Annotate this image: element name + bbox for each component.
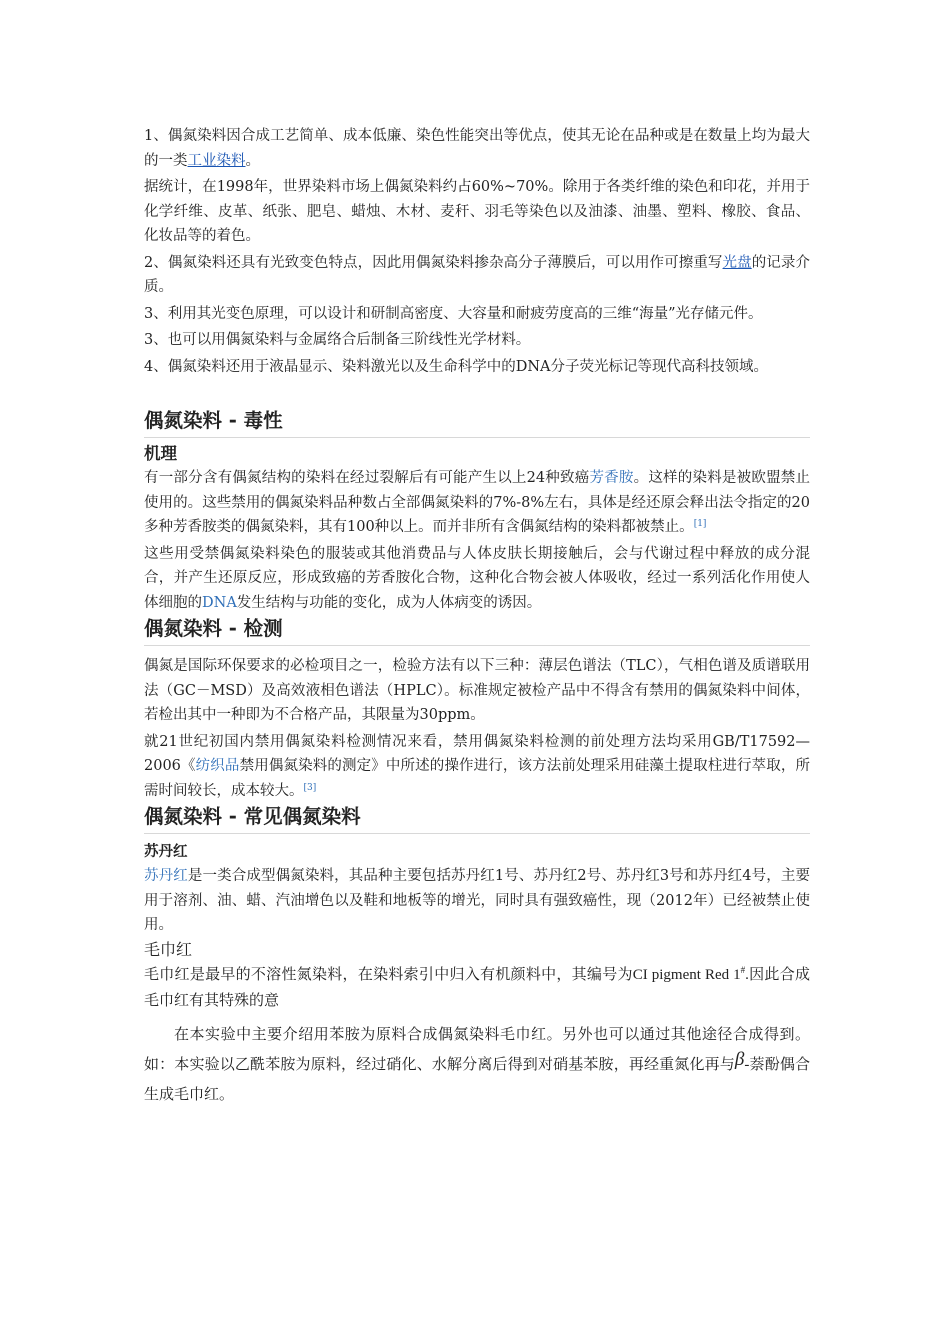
subheading-towel-red: 毛巾红 — [144, 939, 193, 959]
superscript-hash: # — [740, 964, 746, 975]
paragraph-applications-3b: 3、也可以用偶氮染料与金属络合后制备三阶线性光学材料。 — [144, 332, 531, 348]
paragraph-applications-3: 3、利用其光变色原理，可以设计和研制高密度、大容量和耐疲劳度高的三维“海量”光存储元件。 — [144, 305, 763, 322]
text: 。这样的染料是被欧盟禁止使用的。这些禁用的偶氮染料品种数占全部偶氮染料的7%-8%左右，具体是经还原会释出法令指定的20多种芳香胺类的偶氮染料，其有100种以上。而并非所有含偶氮结构的染料都被禁止。 — [144, 470, 811, 535]
paragraph-toxicity-1 — [144, 466, 810, 540]
heading-common-dyes: 偶氮染料 - 常见偶氮染料 — [144, 803, 810, 834]
document-page — [144, 124, 810, 1110]
text: 发生结构与功能的变化，成为人体病变的诱因。 — [236, 594, 542, 611]
paragraph-applications-1 — [144, 124, 810, 173]
paragraph-detection-2 — [144, 730, 810, 804]
text: 。 — [245, 152, 260, 169]
paragraph-applications-2 — [144, 251, 810, 300]
heading-toxicity: 偶氮染料 - 毒性 — [144, 407, 810, 438]
link-sudan-red[interactable]: 苏丹红 — [144, 868, 188, 884]
link-dna[interactable]: DNA — [202, 594, 237, 611]
link-textiles[interactable]: 纺织品 — [195, 758, 240, 774]
subheading-mechanism: 机理 — [144, 444, 177, 463]
text: 1、偶氮染料因合成工艺简单、成本低廉、染色性能突出等优点，使其无论在品种或是在数量上均为最大的一类 — [144, 128, 810, 169]
paragraph-towel-red — [144, 962, 810, 1014]
text: 在本实验中主要介绍用苯胺为原料合成偶氮染料毛巾红。另外也可以通过其他途径合成得到。如：本实验以乙酰苯胺为原料，经过硝化、水解分离后得到对硝基苯胺，再经重氮化再与 — [144, 1026, 810, 1073]
paragraph-applications-4: 4、偶氮染料还用于液晶显示、染料激光以及生命科学中的DNA分子荧光标记等现代高科技领域。 — [144, 358, 769, 375]
heading-detection: 偶氮染料 - 检测 — [144, 615, 810, 646]
text: 禁用偶氮染料的测定》中所述的操作进行，该方法前处理采用硅藻土提取柱进行萃取，所需时间较长，成本较大。 — [144, 758, 811, 799]
reference-marker: [1] — [693, 519, 707, 529]
text: 的记录介质。 — [144, 254, 811, 295]
text: 这些用受禁偶氮染料染色的服装或其他消费品与人体皮肤长期接触后，会与代谢过程中释放的成分混合，并产生还原反应，形成致癌的芳香胺化合物，这种化合物会被人体吸收，经过一系列活化作用使人体细胞的 — [144, 545, 810, 611]
paragraph-experiment — [144, 1020, 810, 1110]
paragraph-statistics: 据统计，在1998年，世界染料市场上偶氮染料约占60%~70%。除用于各类纤维的染色和印花，并用于化学纤维、皮革、纸张、肥皂、蜡烛、木材、麦秆、羽毛等染色以及油漆、油墨、塑料、橡胶、食品、化妆品等的着色。 — [144, 179, 810, 244]
text: 就21世纪初国内禁用偶氮染料检测情况来看，禁用偶氮染料检测的前处理方法均采用GB/T17592—2006《 — [144, 733, 810, 774]
subheading-sudan-red: 苏丹红 — [144, 844, 188, 860]
beta-symbol: β — [734, 1048, 745, 1070]
paragraph-toxicity-2 — [144, 542, 810, 616]
reference-link-3[interactable] — [304, 783, 317, 799]
paragraph-detection-1: 偶氮是国际环保要求的必检项目之一，检验方法有以下三种：薄层色谱法（TLC），气相色谱及质谱联用法（GC－MSD）及高效液相色谱法（HPLC）。标准规定被检产品中不得含有禁用的偶氮染料中间体，若检出其中一种即为不合格产品，其限量为30ppm。 — [144, 658, 810, 723]
text: 有一部分含有偶氮结构的染料在经过裂解后有可能产生以上24种致癌 — [144, 470, 590, 486]
text: 是一类合成型偶氮染料，其品种主要包括苏丹红1号、苏丹红2号、苏丹红3号和苏丹红4号，主要用于溶剂、油、蜡、汽油增色以及鞋和地板等的增光，同时具有强致癌性，现（2012年）已经被禁止使用。 — [144, 868, 811, 933]
paragraph-sudan-red — [144, 864, 810, 938]
link-optical-disc[interactable]: 光盘 — [722, 254, 752, 271]
text: 毛巾红是最早的不溶性氮染料，在染料索引中归入有机颜料中，其编号为CI pigment Red 1 — [144, 966, 741, 983]
text: -萘酚偶合生成毛巾红。 — [144, 1056, 810, 1103]
text: 2、偶氮染料还具有光致变色特点，因此用偶氮染料掺杂高分子薄膜后，可以用作可擦重写 — [144, 254, 723, 271]
reference-link-1[interactable] — [694, 519, 707, 535]
link-industrial-dyes[interactable]: 工业染料 — [187, 152, 246, 169]
link-aromatic-amine[interactable]: 芳香胺 — [589, 470, 634, 486]
text: .因此合成毛巾红有其特殊的意 — [144, 966, 810, 1009]
reference-marker: [3] — [303, 782, 317, 793]
